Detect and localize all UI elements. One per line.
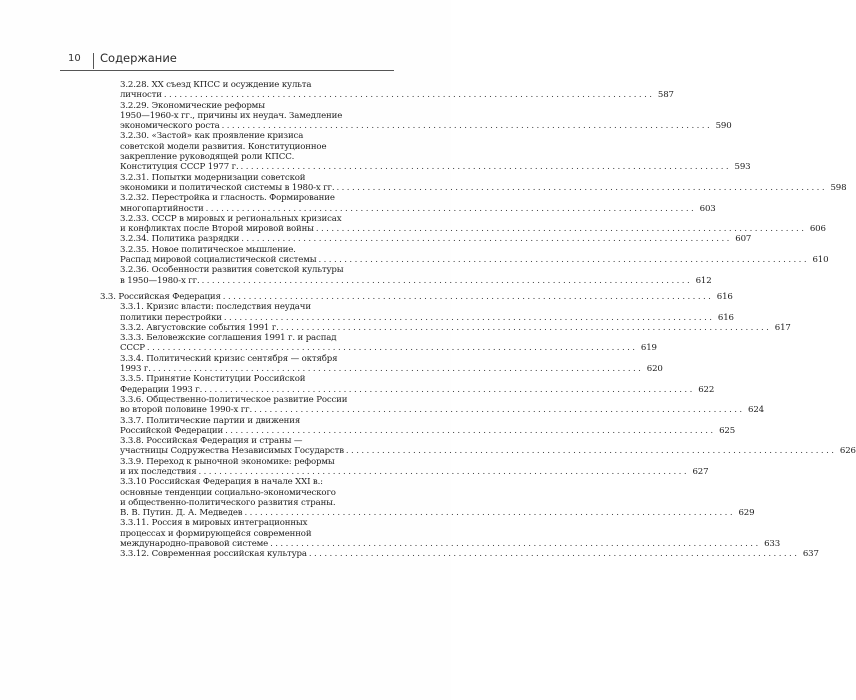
- toc-entry-text: В. В. Путин. Д. А. Медведев: [120, 508, 243, 519]
- toc-entry-text: 3.2.29. Экономические реформы: [120, 100, 265, 111]
- toc-leader-dots: [222, 121, 710, 131]
- toc-entry: [100, 549, 819, 560]
- page-number: 10: [68, 53, 81, 64]
- toc-page-number: 626: [839, 446, 856, 457]
- toc-entry-text: 3.3.10 Российская Федерация в начале XXI в.:: [120, 477, 323, 488]
- toc-entry-text: многопартийности: [120, 203, 204, 214]
- toc-entry: [100, 518, 781, 550]
- toc-entry: [100, 477, 755, 519]
- toc-leader-dots: [254, 405, 742, 415]
- toc-page-number: 633: [764, 539, 781, 550]
- toc-entry: [100, 131, 751, 173]
- toc-leader-dots: [316, 224, 804, 234]
- toc-entry-text: Распад мировой социалистической системы: [120, 255, 317, 266]
- header-rule: [60, 70, 394, 71]
- toc-leader-dots: [244, 508, 732, 518]
- header-divider: [93, 53, 94, 69]
- toc-leader-dots: [164, 90, 652, 100]
- toc-entry-text: 3.2.34. Политика разрядки: [120, 234, 240, 245]
- toc-leader-dots: [241, 234, 729, 244]
- toc-entry: [100, 265, 712, 286]
- toc-page-number: 627: [692, 466, 709, 477]
- toc-leader-dots: [153, 364, 641, 374]
- toc-page-number: 616: [716, 291, 733, 302]
- toc-entry-text: 3.3.2. Августовские события 1991 г.: [120, 322, 279, 333]
- toc-page-number: 616: [717, 312, 734, 323]
- toc-entry-text: 3.2.33. СССР в мировых и региональных кризисах: [120, 213, 342, 224]
- toc-entry-text: Конституция СССР 1977 г.: [120, 162, 239, 173]
- toc-entry: [100, 302, 734, 323]
- toc-entry: [100, 374, 715, 395]
- toc-entry-text: 3.3.4. Политический кризис сентября — октября: [120, 353, 338, 364]
- toc-leader-dots: [336, 183, 824, 193]
- toc-entry: [100, 213, 826, 235]
- toc-page-number: 629: [738, 508, 755, 519]
- toc-entry-text: во второй половине 1990-х гг.: [120, 405, 253, 416]
- toc-entry: [100, 456, 709, 478]
- toc-page-number: 598: [830, 182, 847, 193]
- toc-entry-text: 3.3.11. Россия в мировых интеграционных: [120, 518, 308, 529]
- toc-entry-text: СССР: [120, 343, 145, 354]
- toc-entry-text: закрепление руководящей роли КПСС.: [120, 152, 295, 163]
- toc-entry-text: Федерации 1993 г.: [120, 384, 203, 395]
- toc-entry-text: 3.2.31. Попытки модернизации советской: [120, 172, 306, 183]
- toc-page-number: 587: [657, 90, 674, 101]
- toc-entry-text: 3.3.9. Переход к рыночной экономике: реформы: [120, 456, 335, 467]
- toc-entry: [100, 193, 716, 214]
- toc-entry: [100, 244, 829, 266]
- toc-leader-dots: [309, 549, 797, 559]
- table-of-contents: [100, 80, 856, 560]
- running-header: [58, 51, 397, 69]
- toc-page-number: 590: [715, 121, 732, 132]
- toc-entry-text: экономики и политической системы в 1980-х гг.: [120, 182, 335, 193]
- toc-entry-text: политики перестройки: [120, 312, 222, 323]
- toc-entry: [100, 436, 856, 457]
- toc-leader-dots: [224, 313, 712, 323]
- toc-entry-text: основные тенденции социально-экономического: [120, 487, 336, 498]
- toc-entry-text: в 1950—1980-х гг.: [120, 275, 200, 286]
- toc-entry: [100, 322, 791, 333]
- toc-entry-text: советской модели развития. Конституционное: [120, 141, 327, 152]
- toc-entry-text: 3.3.6. Общественно-политическое развитие России: [120, 394, 348, 405]
- toc-entry-text: и конфликтах после Второй мировой войны: [120, 224, 314, 235]
- toc-entry: [100, 80, 674, 101]
- toc-entry-text: 3.2.35. Новое политическое мышление.: [120, 244, 296, 255]
- toc-entry-text: 3.3.1. Кризис власти: последствия неудачи: [120, 302, 311, 313]
- toc-entry-text: 3.3.5. Принятие Конституции Российской: [120, 374, 306, 385]
- toc-page-number: 603: [699, 203, 716, 214]
- toc-leader-dots: [202, 276, 690, 286]
- toc-leader-dots: [204, 385, 692, 395]
- toc-entry-text: экономического роста: [120, 121, 220, 132]
- toc-entry-text: 3.3.3. Беловежские соглашения 1991 г. и распад: [120, 333, 337, 344]
- toc-page-number: 617: [774, 322, 791, 333]
- toc-entry-text: 1993 г.: [120, 364, 151, 375]
- toc-entry-text: 3.2.30. «Застой» как проявление кризиса: [120, 131, 304, 142]
- toc-entry: [100, 415, 736, 437]
- toc-leader-dots: [318, 255, 806, 265]
- toc-leader-dots: [206, 204, 694, 214]
- toc-page-number: 624: [748, 405, 764, 416]
- toc-page-number: 607: [735, 234, 752, 245]
- toc-entry-text: 3.2.36. Особенности развития советской культуры: [120, 265, 344, 276]
- toc-leader-dots: [270, 539, 758, 549]
- toc-entry: [100, 234, 752, 245]
- toc-entry-text: процессах и формирующейся современной: [120, 528, 312, 539]
- toc-section-entry: [100, 291, 733, 302]
- toc-entry-text: Российской Федерации: [120, 425, 224, 436]
- toc-entry-text: международно-правовой системе: [120, 539, 269, 550]
- toc-entry-text: 1950—1960-х гг., причины их неудач. Замедление: [120, 110, 343, 121]
- toc-entry-text: 3.3. Российская Федерация: [100, 291, 221, 302]
- toc-page-number: 637: [802, 549, 819, 560]
- toc-leader-dots: [281, 323, 769, 333]
- toc-entry: [100, 394, 764, 416]
- toc-leader-dots: [147, 343, 635, 353]
- toc-entry-text: 3.2.28. XX съезд КПСС и осуждение культа: [120, 80, 312, 90]
- toc-page-number: 610: [812, 255, 829, 266]
- toc-page-number: 606: [809, 224, 826, 235]
- toc-entry-text: и общественно-политического развития страны.: [120, 497, 336, 508]
- toc-page-number: 620: [646, 364, 663, 375]
- toc-entry: [100, 353, 663, 375]
- toc-leader-dots: [223, 292, 711, 302]
- toc-entry-text: и их последствия: [120, 466, 197, 477]
- toc-page-number: 625: [719, 425, 736, 436]
- toc-page-number: 612: [695, 275, 712, 286]
- toc-leader-dots: [241, 162, 729, 172]
- toc-entry: [100, 172, 847, 194]
- toc-entry-text: 3.3.7. Политические партии и движения: [120, 415, 301, 426]
- toc-leader-dots: [198, 467, 686, 477]
- toc-entry: [100, 100, 732, 132]
- toc-page-number: 622: [698, 384, 715, 395]
- toc-leader-dots: [346, 446, 834, 456]
- toc-entry-text: 3.3.12. Современная российская культура: [120, 549, 307, 560]
- toc-entry-text: 3.2.32. Перестройка и гласность. Формирование: [120, 193, 335, 204]
- toc-page-number: 593: [734, 162, 751, 173]
- running-header-title: Содержание: [100, 51, 177, 65]
- toc-entry-text: личности: [120, 90, 162, 101]
- toc-entry-text: 3.3.8. Российская Федерация и страны —: [120, 436, 303, 447]
- toc-entry: [100, 333, 657, 354]
- toc-leader-dots: [225, 426, 713, 436]
- toc-page-number: 619: [640, 343, 657, 354]
- toc-entry-text: участницы Содружества Независимых Государств: [120, 446, 344, 457]
